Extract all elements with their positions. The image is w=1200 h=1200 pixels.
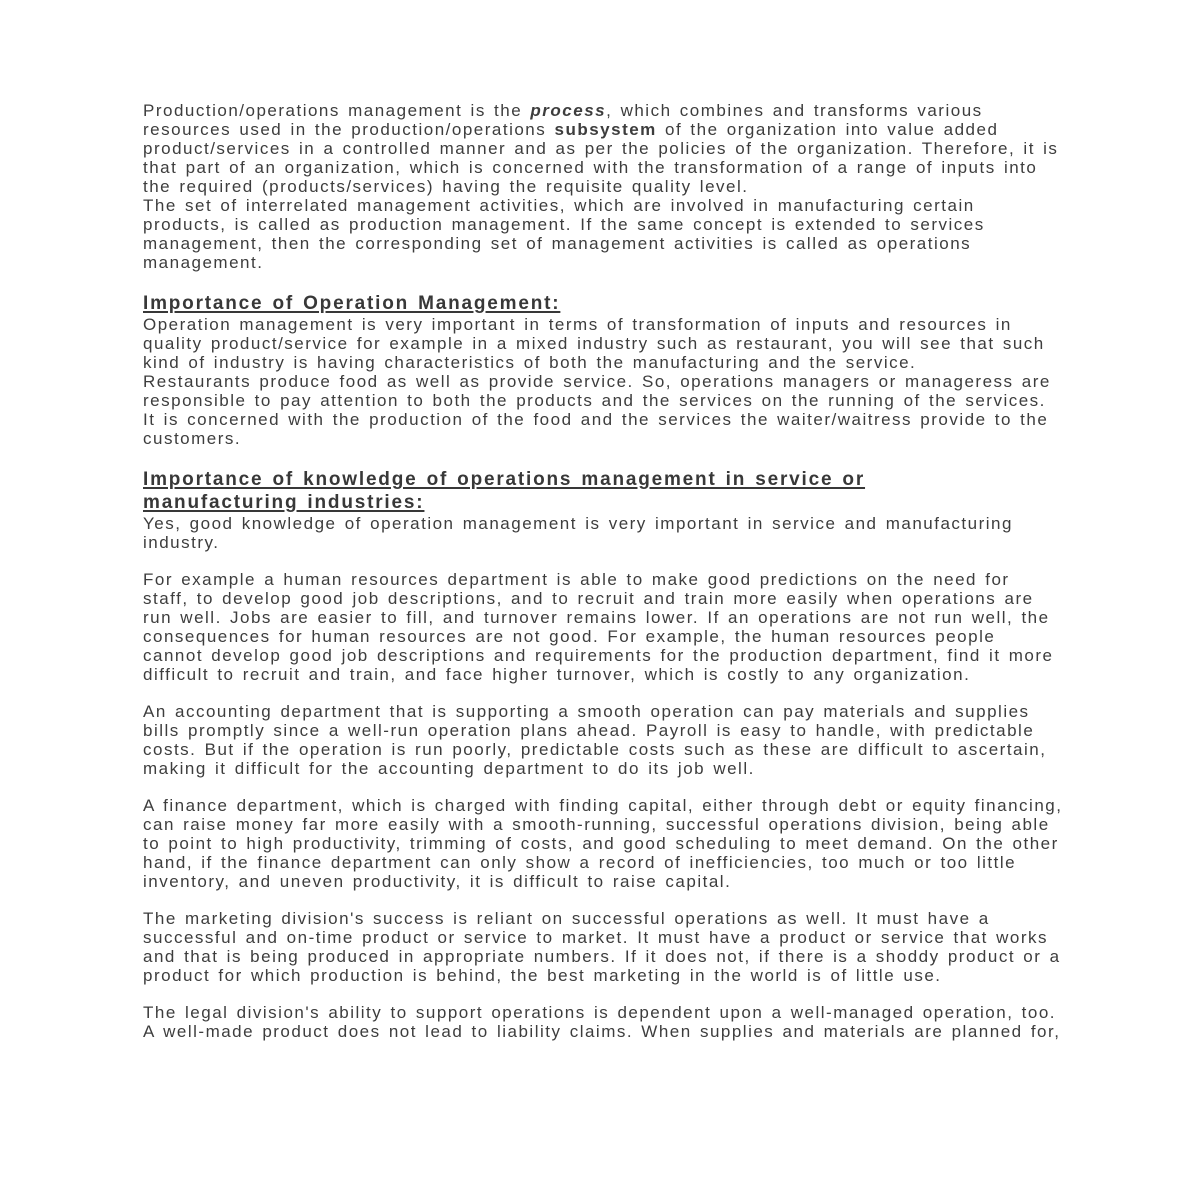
section2-paragraph-5: The marketing division's success is reliant on successful operations as well. It must have a successful and on-time product or service to market. It must have a product or service that works and that is being produced in appropriate numbers. If it does not, if there is a shoddy product or a product for which production is behind, the best marketing in the world is of little use.: [143, 909, 1061, 985]
section2-paragraph-1: Yes, good knowledge of operation management is very important in service and manufacturing industry.: [143, 514, 1013, 552]
intro-paragraph-2: The set of interrelated management activities, which are involved in manufacturing certain products, is called as production management. If the same concept is extended to services management, then the corresponding set of management activities is called as operations management.: [143, 196, 985, 272]
section1-paragraph-1: Operation management is very important in terms of transformation of inputs and resources in quality product/service for example in a mixed industry such as restaurant, you will see that such kind of industry is having characteristics of both the manufacturing and the service.: [143, 315, 1045, 372]
term-process: process: [530, 101, 607, 120]
section2-paragraph-2: For example a human resources department is able to make good predictions on the need for staff, to develop good job descriptions, and to recruit and train more easily when operations are run well. Jobs are easier to fill, and turnover remains lower. If an operations are not run well, the consequences for human resources are not good. For example, the human resources people cannot develop good job descriptions and requirements for the production department, find it more difficult to recruit and train, and face higher turnover, which is costly to any organization.: [143, 570, 1054, 684]
intro-paragraph-1-seg1: Production/operations management is the: [143, 101, 531, 120]
section1-heading: Importance of Operation Management:: [143, 293, 561, 314]
document-body: [143, 101, 1063, 1041]
section2-paragraph-6: The legal division's ability to support operations is dependent upon a well-managed operation, too. A well-made product does not lead to liability claims. When supplies and materials are planned for,: [143, 1003, 1061, 1041]
section2-heading: [143, 468, 1063, 514]
section2-heading-line2: manufacturing industries:: [143, 492, 425, 513]
intro-paragraph-1-seg2: , which combines and transforms various resources used in the production/operations: [143, 101, 983, 139]
section2-paragraph-3: An accounting department that is supporting a smooth operation can pay materials and supplies bills promptly since a well-run operation plans ahead. Payroll is easy to handle, with predictable costs. But if the operation is run poorly, predictable costs such as these are difficult to ascertain, making it difficult for the accounting department to do its job well.: [143, 702, 1047, 778]
section1-paragraph-2: Restaurants produce food as well as provide service. So, operations managers or manageress are responsible to pay attention to both the products and the services on the running of the services. It is concerned with the production of the food and the services the waiter/waitress provide to the customers.: [143, 372, 1051, 448]
section2-paragraph-4: A finance department, which is charged with finding capital, either through debt or equity financing, can raise money far more easily with a smooth-running, successful operations division, being able to point to high productivity, trimming of costs, and good scheduling to meet demand. On the other hand, if the finance department can only show a record of inefficiencies, too much or too little inventory, and uneven productivity, it is difficult to raise capital.: [143, 796, 1063, 891]
intro-paragraph-1-seg3: of the organization into value added product/services in a controlled manner and as per the policies of the organization. Therefore, it is that part of an organization, which is concerned with the transformation of a range of inputs into the required (products/services) having the requisite quality level.: [143, 120, 1059, 196]
section2-heading-line1: Importance of knowledge of operations management in service or: [143, 469, 866, 490]
term-subsystem: subsystem: [554, 120, 657, 139]
intro-paragraph-1: [143, 101, 1063, 196]
